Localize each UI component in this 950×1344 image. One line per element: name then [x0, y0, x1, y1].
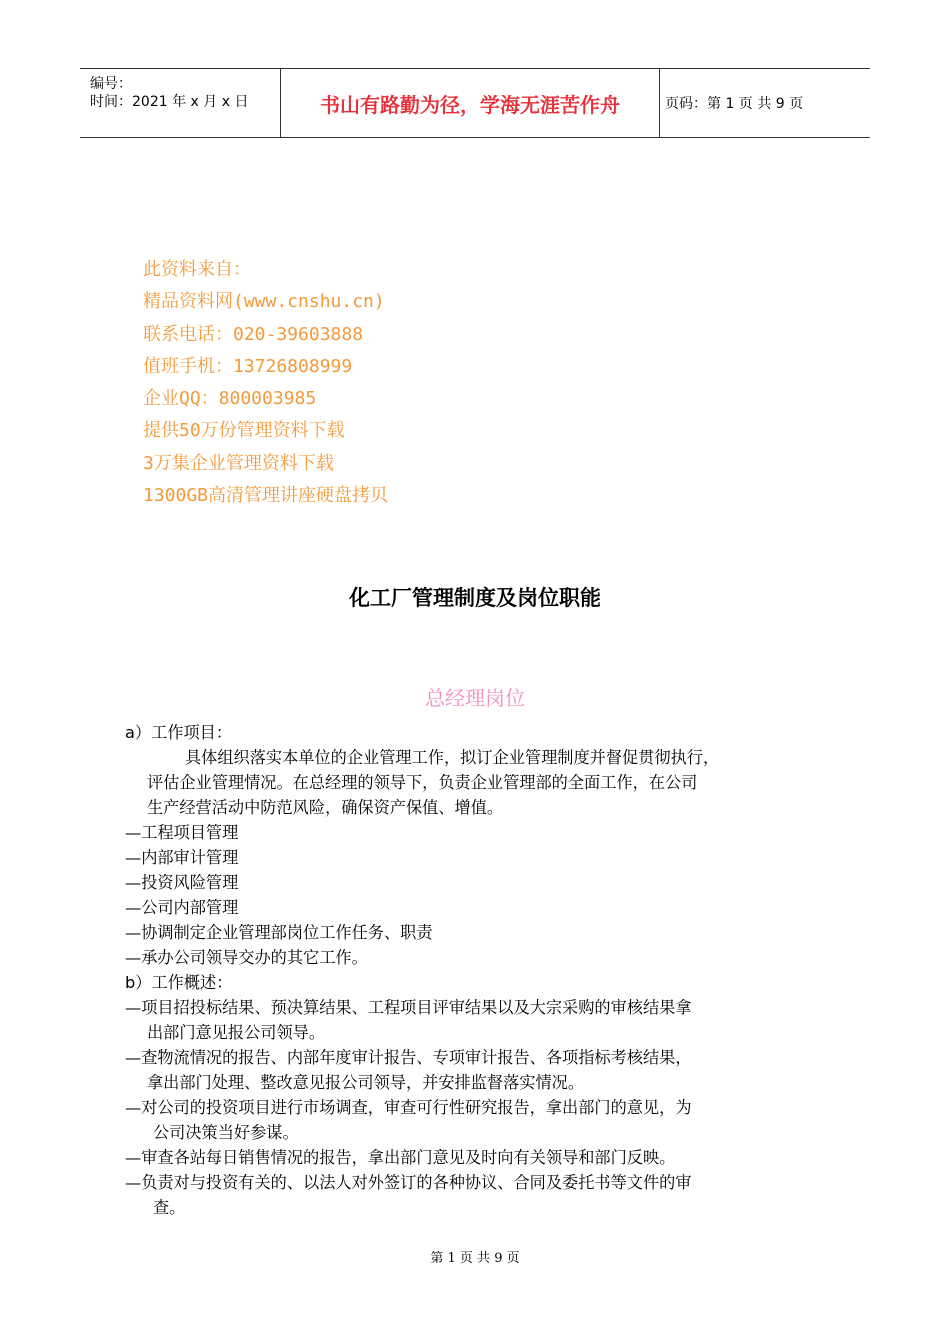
source-line: 1300GB高清管理讲座硬盘拷贝	[143, 485, 389, 507]
section-heading-a: a）工作项目：	[125, 723, 233, 742]
source-line: 此资料来自：	[143, 259, 251, 280]
document-title: 化工厂管理制度及岗位职能	[349, 586, 601, 610]
source-line: 企业QQ：800003985	[143, 388, 317, 410]
serial-label: 编号：	[90, 76, 132, 92]
list-item: —公司内部管理	[125, 898, 239, 917]
list-item-continuation: 拿出部门处理、整改意见报公司领导，并安排监督落实情况。	[147, 1073, 585, 1092]
source-line: 联系电话：020-39603888	[143, 323, 364, 345]
source-line: 值班手机：13726808999	[143, 355, 353, 377]
source-line: 3万集企业管理资料下载	[143, 452, 334, 474]
header-left-cell	[80, 69, 281, 137]
list-item: —协调制定企业管理部岗位工作任务、职责	[125, 923, 433, 942]
list-item-continuation: 公司决策当好参谋。	[153, 1123, 299, 1142]
page-label: 页码：第 1 页 共 9 页	[665, 96, 804, 112]
header-motto-cell	[281, 69, 660, 137]
paragraph-line: 生产经营活动中防范风险，确保资产保值、增值。	[147, 798, 504, 817]
list-item: —工程项目管理	[125, 823, 239, 842]
page-footer: 第 1 页 共 9 页	[430, 1251, 520, 1266]
list-item: —内部审计管理	[125, 848, 239, 867]
source-line: 精品资料网(www.cnshu.cn)	[143, 291, 385, 313]
list-item	[125, 995, 825, 1045]
list-item	[125, 1170, 825, 1220]
list-item: —承办公司领导交办的其它工作。	[125, 948, 368, 967]
paragraph-line: 具体组织落实本单位的企业管理工作，拟订企业管理制度并督促贯彻执行，	[185, 748, 720, 767]
header-table	[80, 68, 870, 138]
source-info-block	[143, 254, 388, 512]
list-item-line: —对公司的投资项目进行市场调查，审查可行性研究报告，拿出部门的意见，为	[125, 1098, 692, 1117]
list-item	[125, 1095, 825, 1145]
list-item-line: —审查各站每日销售情况的报告，拿出部门意见及时向有关领导和部门反映。	[125, 1148, 676, 1167]
list-item	[125, 1045, 825, 1095]
list-item-continuation: 出部门意见报公司领导。	[147, 1023, 326, 1042]
time-label: 时间：2021 年 x 月 x 日	[90, 94, 249, 110]
section-heading-b: b）工作概述：	[125, 973, 233, 992]
paragraph-a	[125, 745, 825, 820]
list-item: —投资风险管理	[125, 873, 239, 892]
header-page-cell	[660, 69, 875, 137]
list-item-line: —项目招投标结果、预决算结果、工程项目评审结果以及大宗采购的审核结果拿	[125, 998, 692, 1017]
list-item-line: —负责对与投资有关的、以法人对外签订的各种协议、合同及委托书等文件的审	[125, 1173, 692, 1192]
section-subtitle: 总经理岗位	[425, 686, 525, 710]
motto: 书山有路勤为径，学海无涯苦作舟	[320, 92, 620, 117]
source-line: 提供50万份管理资料下载	[143, 420, 345, 442]
list-item	[125, 1145, 825, 1170]
document-body	[125, 720, 825, 1220]
list-item-line: —查物流情况的报告、内部年度审计报告、专项审计报告、各项指标考核结果，	[125, 1048, 692, 1067]
list-item-continuation: 查。	[153, 1198, 186, 1217]
paragraph-line: 评估企业管理情况。在总经理的领导下，负责企业管理部的全面工作，在公司	[147, 773, 698, 792]
